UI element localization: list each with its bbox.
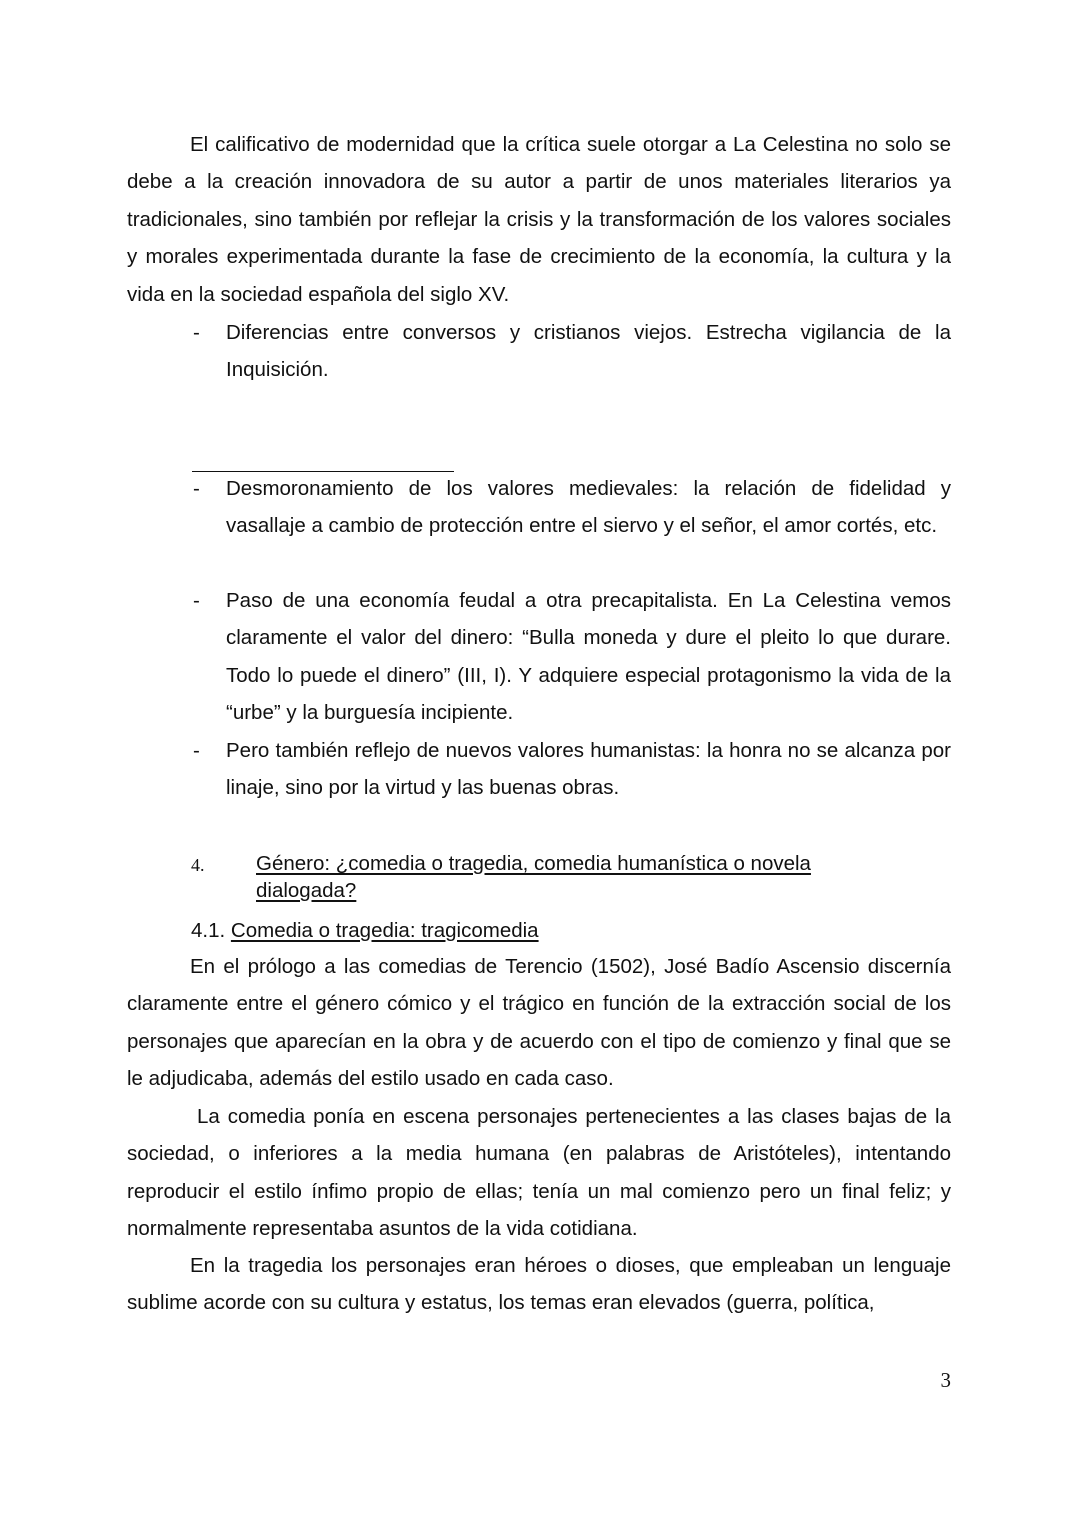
subsection-number: 4.1.: [191, 919, 226, 942]
bullet-item: [193, 582, 951, 732]
section-number: 4.: [191, 855, 205, 875]
subsection-title: Comedia o tragedia: tragicomedia: [230, 919, 539, 942]
bullet-item: [193, 470, 951, 545]
intro-paragraph: El calificativo de modernidad que la crítica suele otorgar a La Celestina no solo se debe a la creación innovadora de su autor a partir de unos materiales literarios ya tradicionales, sino también por reflejar la crisis y la transformación de los valores sociales y morales experimentada durante la fase de crecimiento de la economía, la cultura y la vida en la sociedad española del siglo XV.: [127, 133, 951, 306]
bullet-item: [193, 732, 951, 807]
page-number: 3: [940, 1368, 951, 1392]
bullet-marker: -: [193, 739, 200, 762]
bullet-text: Diferencias entre conversos y cristianos viejos. Estrecha vigilancia de la Inquisición.: [226, 321, 951, 382]
body-paragraph: En el prólogo a las comedias de Terencio (1502), José Badío Ascensio discernía claramente entre el género cómico y el trágico en función de la extracción social de los personajes que aparecían en la obra y de acuerdo con el tipo de comienzo y final que se le adjudicaba, además del estilo usado en cada caso.: [127, 955, 951, 1091]
section-title: Género: ¿comedia o tragedia, comedia humanística o novela dialogada?: [256, 852, 811, 902]
bullet-text: Paso de una economía feudal a otra precapitalista. En La Celestina vemos claramente el valor del dinero: “Bulla moneda y dure el pleito lo que durare. Todo lo puede el dinero” (III, I). Y adquiere especial protagonismo la vida de la “urbe” y la burguesía incipiente.: [226, 589, 951, 725]
body-paragraph: En la tragedia los personajes eran héroes o dioses, que empleaban un lenguaje sublime acorde con su cultura y estatus, los temas eran elevados (guerra, política,: [127, 1254, 951, 1315]
bullet-item: [193, 314, 951, 389]
bullet-marker: -: [193, 589, 200, 612]
body-paragraph: La comedia ponía en escena personajes pertenecientes a las clases bajas de la sociedad, o inferiores a la media humana (en palabras de Aristóteles), intentando reproducir el estilo ínfimo propio de ellas; tenía un mal comienzo pero un final feliz; y normalmente representaba asuntos de la vida cotidiana.: [127, 1105, 951, 1241]
bullet-text: Pero también reflejo de nuevos valores humanistas: la honra no se alcanza por linaje, sino por la virtud y las buenas obras.: [226, 739, 951, 800]
bullet-marker: -: [193, 477, 200, 500]
subsection-heading: [191, 912, 539, 949]
bullet-marker: -: [193, 321, 200, 344]
bullet-text: Desmoronamiento de los valores medievales: la relación de fidelidad y vasallaje a cambio de protección entre el siervo y el señor, el amor cortés, etc.: [226, 477, 951, 538]
